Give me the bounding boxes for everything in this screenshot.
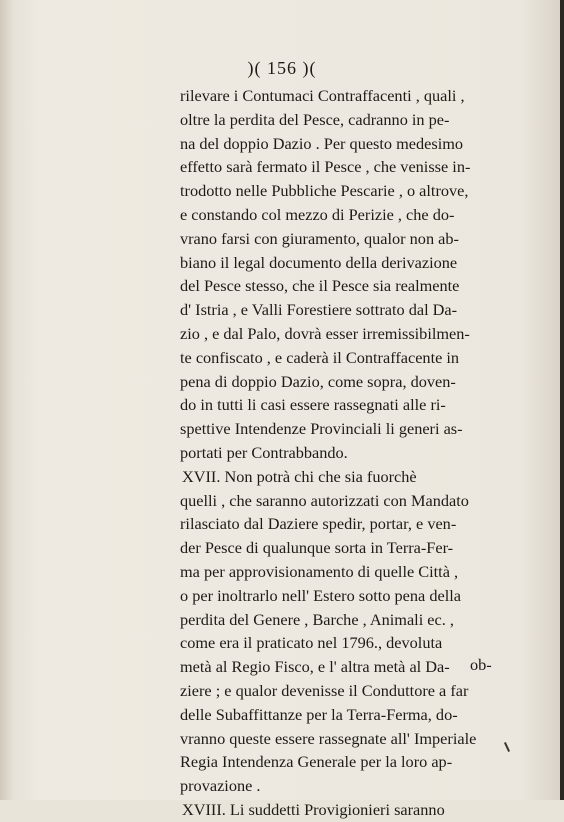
text-line: trodotto nelle Pubbliche Pescarie , o altrove, [180, 181, 469, 201]
text-line: ma per approvisionamento di quelle Città , [180, 561, 459, 581]
page-number: )( 156 )( [247, 58, 317, 78]
text-line: vrano farsi con giuramento, qualor non ab- [180, 228, 459, 248]
text-line: quelli , che saranno autorizzati con Mandato [180, 490, 469, 510]
text-line: perdita del Genere , Barche , Animali ec. , [180, 609, 454, 629]
page-edge [560, 0, 564, 800]
text-line: delle Subaffittanze per la Terra-Ferma, do- [180, 704, 458, 724]
body-text [180, 84, 522, 822]
text-line: oltre la perdita del Pesce, cadranno in pe- [180, 109, 450, 129]
text-line: rilasciato dal Daziere spedir, portar, e ven- [180, 514, 457, 534]
text-line: e constando col mezzo di Perizie , che do- [180, 204, 455, 224]
text-line: pena di doppio Dazio, come sopra, doven- [180, 371, 456, 391]
text-line: o per inoltrarlo nell' Estero sotto pena della [180, 585, 461, 605]
text-line: zio , e dal Palo, dovrà esser irremissibilmen- [180, 323, 470, 343]
text-line: ziere ; e qualor devenisse il Conduttore a far [180, 680, 469, 700]
text-line: del Pesce stesso, che il Pesce sia realmente [180, 276, 460, 296]
text-line: rilevare i Contumaci Contraffacenti , quali , [180, 86, 465, 105]
section-heading-line: XVIII. Li suddetti Provigionieri saranno [182, 799, 445, 819]
text-line: spettive Intendenze Provinciali li generi as- [180, 419, 463, 439]
section-heading-line: XVII. Non potrà chi che sia fuorchè [182, 466, 417, 486]
text-line: metà al Regio Fisco, e l' altra metà al Da- [180, 657, 450, 677]
text-line: come era il praticato nel 1796., devoluta [180, 633, 443, 653]
text-line: d' Istria , e Valli Forestiere sottrato dal Da- [180, 300, 458, 320]
text-line: vranno queste essere rassegnate all' Imperiale [180, 728, 477, 748]
text-line: der Pesce di qualunque sorta in Terra-Fer- [180, 538, 454, 558]
catchword: ob- [470, 655, 492, 674]
text-line: Regia Intendenza Generale per la loro ap- [180, 752, 453, 772]
text-line: provazione . [180, 776, 261, 796]
text-line: biano il legal documento della derivazione [180, 252, 458, 272]
text-line: te confiscato , e caderà il Contraffacente in [180, 347, 460, 367]
text-line: portati per Contrabbando. [180, 442, 348, 462]
text-line: do in tutti li casi essere rassegnati alle ri- [180, 395, 446, 415]
text-line: effetto sarà fermato il Pesce , che venisse in- [180, 157, 471, 177]
text-line: na del doppio Dazio . Per questo medesimo [180, 133, 464, 153]
